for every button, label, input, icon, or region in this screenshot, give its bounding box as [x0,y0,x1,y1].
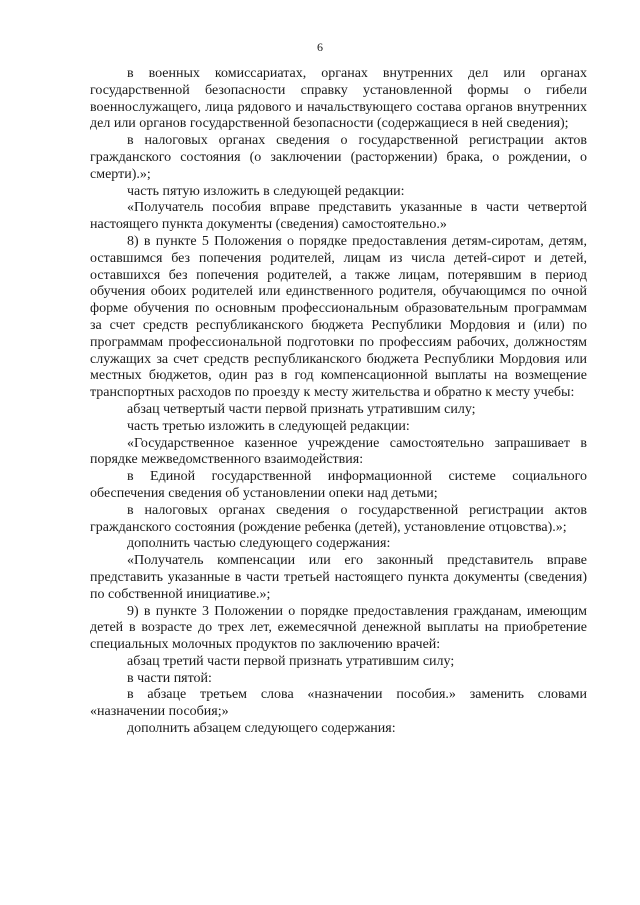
paragraph-part-three-edit: часть третью изложить в следующей редакции: [127,418,410,434]
paragraph-benefit-recipient-right: «Получатель пособия вправе представить указанные в части четвертой настоящего пункта документы (сведения) самостоятельно.» [90,200,587,233]
paragraph-state-institution-requests: «Государственное казенное учреждение самостоятельно запрашивает в порядке межведомственного взаимодействия: [90,435,587,468]
paragraph-add-indent: дополнить абзацем следующего содержания: [127,721,396,737]
paragraph-part-five: в части пятой: [127,670,212,686]
paragraph-replace-words: в абзаце третьем слова «назначении пособия.» заменить словами «назначении пособия;» [90,687,587,720]
paragraph-tax-authorities-civil-status: в налоговых органах сведения о государственной регистрации актов гражданского состояния (о заключении (расторжении) брака, о рождении, о смерти).»; [90,133,587,182]
paragraph-third-indent-invalid: абзац третий части первой признать утратившим силу; [127,653,455,669]
paragraph-item-9: 9) в пункте 3 Положении о порядке предоставления гражданам, имеющим детей в возрасте до трех лет, ежемесячной денежной выплаты на приобретение специальных молочных продуктов по заключению врачей: [90,603,587,653]
paragraph-add-part: дополнить частью следующего содержания: [127,536,391,552]
page-number: 6 [317,40,323,54]
paragraph-part-five-edit: часть пятую изложить в следующей редакции: [127,183,405,199]
paragraph-military-commissariats: в военных комиссариатах, органах внутренних дел или органах государственной безопасности справку установленной формы о гибели военнослужащего, лица рядового и начальствующего состава органов внутренних дел или органов государственной безопасности (содержащиеся в ней сведения); [90,66,587,132]
paragraph-tax-authorities-birth: в налоговых органах сведения о государственной регистрации актов гражданского состояния (рождение ребенка (детей), установление отцовства).»; [90,502,587,535]
paragraph-unified-social-system: в Единой государственной информационной системе социального обеспечения сведения об установлении опеки над детьми; [90,469,587,501]
document-body [90,66,587,738]
paragraph-item-8: 8) в пункте 5 Положения о порядке предоставления детям-сиротам, детям, оставшимся без попечения родителей, лицам из числа детей-сирот и детей, оставшихся без попечения родителей, а также лицам, потерявшим в период обучения обоих родителей или единственного родителя, обучающимся по очной форме обучения по основным профессиональным образовательным программам за счет средств республиканского бюджета Республики Мордовия и (или) по программам профессиональной подготовки по профессиям рабочих, должностям служащих за счет средств республиканского бюджета Республики Мордовия или местных бюджетов, один раз в год компенсационной выплаты на возмещение транспортных расходов по проезду к месту жительства и обратно к месту учебы: [90,233,587,401]
paragraph-compensation-recipient-right: «Получатель компенсации или его законный представитель вправе представить указанные в части третьей настоящего пункта документы (сведения) по собственной инициативе.»; [90,553,587,602]
paragraph-fourth-indent-invalid: абзац четвертый части первой признать утратившим силу; [127,401,476,417]
